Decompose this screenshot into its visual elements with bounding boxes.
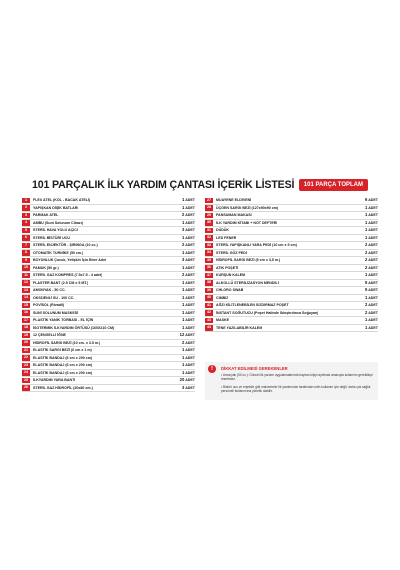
list-item <box>205 287 378 295</box>
item-quantity-value: 1 <box>181 287 185 292</box>
item-quantity-value: 1 <box>181 347 185 352</box>
item-name: PLASTİK YANIK TORBASI - EL İÇİN <box>33 318 94 322</box>
item-quantity-value: 12 <box>179 332 185 337</box>
item-name: PAMUK (50 gr.) <box>33 265 59 270</box>
content-list-sheet <box>22 174 378 405</box>
item-number: 14 <box>24 295 28 299</box>
item-quantity-unit: ADET <box>185 235 195 240</box>
item-number: 24 <box>24 370 28 374</box>
item-quantity-value: 1 <box>364 212 368 217</box>
item-quantity-unit: ADET <box>368 310 378 315</box>
item-number: 26 <box>24 385 28 389</box>
item-quantity-value: 2 <box>364 257 368 262</box>
item-quantity <box>182 310 195 317</box>
item-number: 6 <box>22 235 30 241</box>
warning-line-1: • Amonyak (50 cc.): Güncel ilk yardım uygulamalarında bayılan kişiyi ayıltmak amacıyla kullanımı gerektikçe önerilmez. <box>221 373 373 381</box>
list-item <box>22 317 195 325</box>
list-item <box>22 310 195 318</box>
item-number: 25 <box>24 377 28 382</box>
item-name: STERİL GÖZ PEDİ <box>216 250 247 255</box>
item-number: 12 <box>24 280 28 284</box>
item-number: 15 <box>24 302 28 307</box>
item-name: FLEX ATEL (KOL - BACAK ATELİ) <box>33 198 91 202</box>
item-quantity <box>182 362 195 369</box>
item-quantity-value: 2 <box>181 242 185 247</box>
item-quantity-value: 2 <box>181 272 185 277</box>
item-number: 21 <box>24 347 28 352</box>
item-quantity <box>182 385 195 392</box>
item-quantity <box>365 325 378 332</box>
item-name: FLASTER BANT (2.5 CM x 5 MT.) <box>33 280 89 285</box>
list-item <box>205 227 378 235</box>
list-item <box>22 332 195 340</box>
item-name: STERİL BİSTÜRİ UCU <box>33 235 70 240</box>
list-item <box>22 362 195 370</box>
item-quantity <box>365 257 378 264</box>
item-quantity-unit: ADET <box>185 265 195 270</box>
item-quantity-unit: ADET <box>185 228 195 232</box>
item-quantity-value: 2 <box>364 264 368 270</box>
item-name: STERİL GAZ KOMPRES (7.5x7.5 - 4 adet) <box>33 273 103 277</box>
item-name: PARMAK ATEL <box>33 213 59 217</box>
item-quantity <box>182 242 195 249</box>
item-quantity <box>182 340 195 347</box>
item-name: ELASTİK BANDAJ (6 cm x 200 cm) <box>33 355 93 360</box>
item-quantity-unit: ADET <box>368 265 378 270</box>
item-quantity-unit: ADET <box>185 243 195 247</box>
item-name: POVİSOL (Rivadil) <box>33 303 65 307</box>
item-quantity <box>365 220 378 227</box>
list-item <box>205 295 378 303</box>
item-name: ELASTİK BANDAJ (6 cm x 200 cm) <box>33 363 93 367</box>
list-item <box>205 280 378 288</box>
item-quantity-unit: ADET <box>368 198 378 202</box>
item-quantity <box>182 287 195 294</box>
item-quantity-value: 1 <box>364 234 368 240</box>
item-name: BOYUNLUK Çocuk, Yetişkin İçin Birer Adet <box>33 258 107 262</box>
item-quantity <box>182 197 195 204</box>
item-quantity-value: 1 <box>181 234 185 240</box>
item-number: 7 <box>22 243 30 249</box>
item-quantity-unit: ADET <box>185 340 195 345</box>
item-number: 42 <box>207 310 211 314</box>
item-quantity-unit: ADET <box>368 243 378 247</box>
item-name: AĞZI KİLİTLENEBİLEN SIZDIRMAZ POŞET <box>216 303 289 307</box>
item-quantity-value: 1 <box>181 264 185 270</box>
item-name: ÜÇGEN SARGI BEZİ (127x90x90 cm) <box>216 205 279 210</box>
item-quantity <box>365 280 378 287</box>
item-quantity-value: 1 <box>181 279 185 285</box>
list-item <box>22 257 195 265</box>
item-number: 28 <box>207 205 211 209</box>
item-quantity <box>182 272 195 279</box>
item-number: 41 <box>207 302 211 307</box>
item-number: 39 <box>207 287 211 292</box>
item-name: İLKYARDIM YARA BANTI <box>33 378 76 382</box>
item-number: 13 <box>24 287 28 292</box>
item-quantity-value: 3 <box>181 384 185 390</box>
list-item <box>22 295 195 303</box>
item-number: 16 <box>24 310 28 314</box>
item-number: 20 <box>24 340 28 344</box>
item-quantity-unit: ADET <box>185 355 195 360</box>
item-name: İNSTANT SOĞUTUCU (Poşet Halinde Sıkıştırılınca Soğuyan) <box>216 310 319 315</box>
item-quantity-unit: ADET <box>185 310 195 315</box>
item-number: 40 <box>207 295 211 299</box>
list-item <box>22 370 195 378</box>
item-quantity-value: 5 <box>364 279 368 285</box>
item-number: 44 <box>207 325 211 329</box>
item-name: AMBU (Suni Solunum Cihazı) <box>33 220 83 225</box>
item-name: İLK YARDIM KİTABI + NOT DEFTERİ <box>216 220 278 225</box>
warning-icon: ! <box>208 365 216 373</box>
list-item <box>205 325 378 333</box>
item-quantity-unit: ADET <box>185 205 195 210</box>
item-number: 29 <box>207 212 211 217</box>
item-name: ATIK POŞETİ <box>216 265 239 270</box>
list-item <box>205 205 378 213</box>
item-quantity <box>365 317 378 324</box>
item-quantity-unit: ADET <box>368 280 378 285</box>
list-item <box>205 265 378 273</box>
item-quantity-unit: ADET <box>185 363 195 367</box>
item-quantity-unit: ADET <box>185 280 195 285</box>
item-quantity-unit: ADET <box>185 333 195 337</box>
item-name: MASKE <box>216 318 229 322</box>
list-item <box>22 212 195 220</box>
item-name: DÜDÜK <box>216 228 229 232</box>
item-quantity <box>180 377 195 384</box>
list-item <box>22 220 195 228</box>
item-quantity-unit: ADET <box>368 258 378 262</box>
item-name: ALKOLLÜ STERİLİZASYON MENDİLİ <box>216 280 279 285</box>
item-number: 33 <box>207 242 211 247</box>
item-quantity-unit: ADET <box>185 303 195 307</box>
item-quantity-value: 1 <box>364 227 368 232</box>
item-name: OTOMATİK TURNİKE (50 cm.) <box>33 250 84 255</box>
item-number: 34 <box>207 250 211 254</box>
item-quantity-value: 1 <box>181 249 185 255</box>
item-number: 9 <box>22 258 30 264</box>
item-quantity <box>365 235 378 242</box>
list-item <box>205 197 378 205</box>
item-quantity-value: 1 <box>181 317 185 322</box>
item-name: PANSUMAN MAKASI <box>216 213 252 217</box>
item-name: OKSİJENLİ SU - 100 CC. <box>33 295 75 300</box>
item-quantity-value: 3 <box>181 257 185 262</box>
item-number: 27 <box>207 197 211 202</box>
item-quantity-unit: ADET <box>185 213 195 217</box>
list-item <box>205 310 378 318</box>
item-quantity <box>365 197 378 204</box>
item-name: MUAYENE ELDİVENİ <box>216 198 252 202</box>
item-name: ELASTİK BANDAJ (6 cm x 200 cm) <box>33 370 93 375</box>
item-name: İSOTERMİK İLKYARDIM ÖRTÜSÜ (160X210 CM) <box>33 325 115 330</box>
item-quantity-value: 1 <box>181 362 185 367</box>
item-number: 3 <box>22 213 30 219</box>
list-item <box>22 235 195 243</box>
item-name: CIMBIZ <box>216 295 229 300</box>
item-name: STERİL YAPIŞKANLI YARA PEDİ (10 cm x 9 cm) <box>216 243 297 247</box>
item-quantity-unit: ADET <box>185 198 195 202</box>
item-quantity-unit: ADET <box>368 288 378 292</box>
list-item <box>205 235 378 243</box>
item-quantity <box>365 212 378 219</box>
list-item <box>205 250 378 258</box>
item-quantity-value: 2 <box>364 309 368 315</box>
item-quantity <box>182 220 195 227</box>
item-quantity-unit: ADET <box>185 348 195 352</box>
item-quantity <box>182 212 195 219</box>
item-number: 38 <box>207 280 211 284</box>
item-number: 23 <box>24 362 28 367</box>
item-number: 22 <box>24 355 28 359</box>
item-quantity <box>365 272 378 279</box>
item-name: AMONYAK - 50 CC. <box>33 288 66 292</box>
item-quantity <box>182 205 195 212</box>
item-quantity <box>182 235 195 242</box>
item-quantity <box>180 332 195 339</box>
item-quantity-unit: ADET <box>185 318 195 322</box>
item-quantity-unit: ADET <box>368 295 378 300</box>
item-quantity-unit: ADET <box>185 378 195 382</box>
list-item <box>22 377 195 385</box>
item-quantity-value: 1 <box>364 324 368 330</box>
right-item-list <box>205 197 378 332</box>
item-quantity-value: 1 <box>181 354 185 360</box>
item-name: ELASTİK SARGI BEZİ (6 cm x 1 m) <box>33 348 92 352</box>
item-quantity <box>182 227 195 234</box>
item-number: 19 <box>24 332 28 337</box>
item-quantity <box>182 295 195 302</box>
list-item <box>205 242 378 250</box>
item-quantity-value: 1 <box>364 317 368 322</box>
item-name: CHLORO SWAB <box>216 288 244 292</box>
item-quantity-value: 2 <box>364 302 368 307</box>
item-name: LED FENER <box>216 235 237 240</box>
item-quantity-value: 1 <box>181 294 185 300</box>
item-quantity-value: 1 <box>364 204 368 210</box>
list-item <box>205 212 378 220</box>
item-quantity-value: 1 <box>181 219 185 225</box>
list-item <box>22 302 195 310</box>
item-quantity-unit: ADET <box>368 205 378 210</box>
item-quantity-unit: ADET <box>185 385 195 390</box>
item-quantity <box>365 205 378 212</box>
item-number: 11 <box>22 273 30 279</box>
item-number: 8 <box>22 250 30 256</box>
item-quantity <box>365 242 378 249</box>
item-number: 35 <box>207 257 211 262</box>
item-quantity-value: 1 <box>181 302 185 307</box>
list-item <box>22 355 195 363</box>
item-name: STERİL ENJEKTÖR - ŞIRINGA (10 cc.) <box>33 243 98 247</box>
item-quantity-value: 1 <box>181 324 185 330</box>
item-quantity-unit: ADET <box>185 325 195 330</box>
item-name: KURŞUN KALEM <box>216 273 246 277</box>
item-number: 4 <box>22 220 30 226</box>
list-item <box>22 280 195 288</box>
item-quantity-unit: ADET <box>185 288 195 292</box>
item-quantity-value: 1 <box>181 369 185 375</box>
item-quantity <box>182 302 195 309</box>
item-number: 31 <box>207 227 211 232</box>
item-quantity <box>365 227 378 234</box>
item-quantity <box>365 310 378 317</box>
item-name: TENE YAZILABİLİR KALEM <box>216 325 263 330</box>
item-quantity-unit: ADET <box>368 318 378 322</box>
item-quantity-unit: ADET <box>368 220 378 225</box>
list-item <box>22 250 195 258</box>
item-quantity <box>182 280 195 287</box>
item-number: 43 <box>207 317 211 322</box>
item-name: STERİL GAZ HİDROFİL (20x80 cm.) <box>33 385 93 390</box>
item-name: SUNİ SOLUNUM MASKESİ <box>33 310 79 315</box>
list-item <box>22 272 195 280</box>
item-quantity-unit: ADET <box>368 250 378 255</box>
item-name: YAPIŞKAN DİŞİK BATLARI <box>33 205 79 210</box>
warning-line-2: • Bistüri ucu ve enjektör gibi malzemeler ilk yardımcılar tarafından rutin kullanım için değil, daha çok sağlık personeli kullanımına yönelik olabilir. <box>221 385 371 393</box>
item-quantity <box>182 250 195 257</box>
item-quantity-unit: ADET <box>185 250 195 255</box>
item-quantity-unit: ADET <box>185 273 195 277</box>
list-item <box>22 347 195 355</box>
item-quantity-value: 5 <box>364 287 368 292</box>
item-quantity-value: 6 <box>364 197 368 202</box>
item-number: 2 <box>22 205 30 211</box>
item-quantity-value: 2 <box>364 242 368 247</box>
item-number: 17 <box>24 317 28 322</box>
item-quantity <box>365 287 378 294</box>
item-quantity-value: 20 <box>179 377 185 382</box>
item-quantity-value: 1 <box>181 197 185 202</box>
list-item <box>22 265 195 273</box>
list-item <box>22 205 195 213</box>
item-quantity-unit: ADET <box>185 295 195 300</box>
item-name: HİDROFİL SARGI BEZİ (10 cm. x 3.5 m.) <box>33 340 101 345</box>
item-number: 1 <box>22 198 30 204</box>
item-quantity <box>365 302 378 309</box>
item-quantity-value: 1 <box>364 219 368 225</box>
item-quantity-unit: ADET <box>185 370 195 375</box>
item-quantity-value: 1 <box>181 309 185 315</box>
item-quantity-unit: ADET <box>368 228 378 232</box>
item-quantity <box>182 265 195 272</box>
item-number: 36 <box>207 265 211 269</box>
item-name: STERİL HAVA YOLU AÇICI <box>33 228 78 232</box>
item-quantity <box>182 257 195 264</box>
list-item <box>22 197 195 205</box>
item-quantity <box>182 325 195 332</box>
item-quantity <box>365 265 378 272</box>
list-item <box>22 287 195 295</box>
warning-title: DİKKAT EDİLMESİ GEREKENLER <box>221 366 288 371</box>
item-number: 37 <box>207 272 211 277</box>
page-title: 101 PARÇALIK İLK YARDIM ÇANTASI İÇERİK LİSTESİ <box>32 179 295 191</box>
item-quantity-value: 1 <box>364 294 368 300</box>
item-number: 10 <box>24 265 28 269</box>
item-number: 18 <box>24 325 28 329</box>
item-quantity-value: 2 <box>364 249 368 255</box>
item-quantity <box>365 250 378 257</box>
item-quantity-value: 3 <box>181 227 185 232</box>
item-name: HİDROFİL SARGI BEZİ (5 cm x 3,5 m.) <box>216 258 281 262</box>
list-item <box>22 242 195 250</box>
item-quantity <box>182 370 195 377</box>
item-number: 32 <box>207 235 211 239</box>
list-item <box>22 340 195 348</box>
item-quantity-unit: ADET <box>368 235 378 240</box>
item-quantity-unit: ADET <box>368 303 378 307</box>
left-item-list <box>22 197 195 392</box>
item-quantity <box>182 347 195 354</box>
list-item <box>205 317 378 325</box>
item-number: 5 <box>22 228 30 234</box>
item-quantity-unit: ADET <box>368 325 378 330</box>
item-quantity <box>182 355 195 362</box>
list-item <box>22 325 195 333</box>
list-item <box>22 385 195 393</box>
item-quantity-unit: ADET <box>185 220 195 225</box>
item-quantity-unit: ADET <box>185 258 195 262</box>
item-quantity-value: 1 <box>364 272 368 277</box>
item-quantity-unit: ADET <box>368 273 378 277</box>
item-number: 30 <box>207 220 211 224</box>
item-quantity-value: 2 <box>181 339 185 345</box>
total-badge: 101 PARÇA TOPLAM <box>299 179 368 191</box>
item-name: 12 ÇENGELLİ İĞNE <box>33 333 66 337</box>
item-quantity-value: 2 <box>181 212 185 217</box>
list-item <box>205 257 378 265</box>
item-quantity <box>365 295 378 302</box>
list-item <box>205 220 378 228</box>
list-item <box>205 302 378 310</box>
warning-box <box>205 362 378 400</box>
item-quantity-value: 1 <box>181 204 185 210</box>
list-item <box>205 272 378 280</box>
item-quantity <box>182 317 195 324</box>
list-item <box>22 227 195 235</box>
header <box>32 179 368 193</box>
item-quantity-unit: ADET <box>368 213 378 217</box>
